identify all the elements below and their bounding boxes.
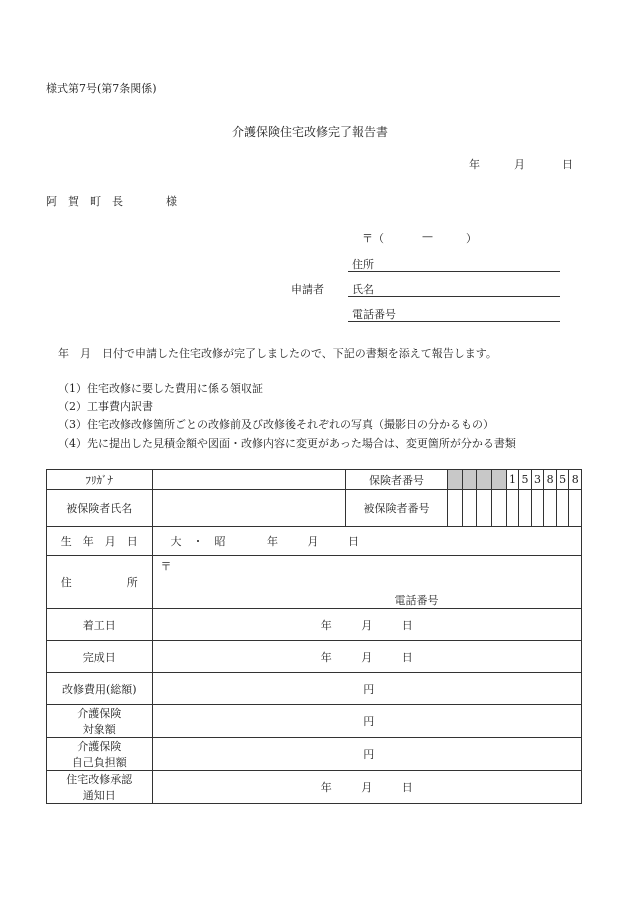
insurer-digit: 3	[531, 470, 544, 490]
approval-year: 年	[320, 781, 332, 794]
addressee-honorific: 様	[166, 195, 177, 208]
applicant-address-label: 住所	[352, 258, 374, 271]
applicant-phone-label: 電話番号	[352, 308, 396, 321]
insured-name-label: 被保険者氏名	[47, 490, 153, 527]
insured-number-digit[interactable]	[569, 490, 582, 527]
insured-number-digit[interactable]	[556, 490, 569, 527]
document-item-4: （4）先に提出した見積金額や図面・改修内容に変更があった場合は、変更箇所が分かる書類	[58, 437, 516, 450]
insurer-digit-blank	[477, 470, 492, 490]
cost-value[interactable]	[152, 673, 581, 705]
statement: 年 月 日付で申請した住宅改修が完了しましたので、下記の書類を添えて報告します。	[58, 347, 497, 360]
document-item-3: （3）住宅改修改修箇所ごとの改修前及び改修後それぞれの写真（撮影日の分かるもの）	[58, 418, 494, 431]
start-day: 日	[401, 618, 413, 632]
address-label: 住 所	[47, 556, 153, 609]
completion-date-label: 完成日	[47, 641, 153, 673]
start-month: 月	[361, 618, 373, 632]
address-phone-label: 電話番号	[394, 594, 439, 607]
approval-label-line2: 通知日	[82, 789, 116, 802]
completion-day: 日	[401, 650, 413, 664]
birth-value[interactable]	[152, 527, 581, 556]
applicant-phone-line[interactable]	[348, 321, 560, 322]
postal-mark: 〒（	[362, 232, 384, 245]
insurer-digit: 8	[569, 470, 582, 490]
furigana-label: ﾌﾘｶﾞﾅ	[47, 470, 153, 490]
approval-label	[47, 771, 153, 804]
approval-month: 月	[361, 781, 373, 794]
completion-date-value[interactable]	[152, 641, 581, 673]
insurer-digit-blank	[492, 470, 507, 490]
approval-label-line1: 住宅改修承認	[66, 773, 133, 786]
copay-label	[47, 738, 153, 771]
insured-number-label: 被保険者番号	[345, 490, 447, 527]
insurer-digit-blank	[448, 470, 463, 490]
completion-year: 年	[320, 650, 332, 664]
insurer-digit-blank	[462, 470, 477, 490]
address-postal-mark: 〒	[160, 560, 172, 573]
approval-day: 日	[401, 781, 413, 794]
applicant-address-line[interactable]	[348, 271, 560, 272]
insured-number-digit[interactable]	[531, 490, 544, 527]
insured-number-digit[interactable]	[448, 490, 463, 527]
insurer-digit: 5	[519, 470, 532, 490]
start-date-value[interactable]	[152, 609, 581, 641]
insured-number-digit[interactable]	[492, 490, 507, 527]
copay-label-line1: 介護保険	[77, 740, 122, 753]
birth-month: 月	[307, 535, 319, 548]
insured-number-digit[interactable]	[544, 490, 557, 527]
date-year-label: 年	[469, 158, 480, 171]
date-month-label: 月	[514, 158, 525, 171]
covered-value[interactable]	[152, 705, 581, 738]
insured-number-digit[interactable]	[506, 490, 519, 527]
document-item-2: （2）工事費内訳書	[58, 400, 153, 413]
applicant-name-line[interactable]	[348, 296, 560, 297]
form-number: 様式第7号(第7条関係)	[46, 82, 157, 95]
covered-label-line1: 介護保険	[77, 707, 122, 720]
completion-month: 月	[361, 650, 373, 664]
furigana-value[interactable]	[152, 470, 345, 490]
birth-year: 年	[267, 535, 279, 548]
era-options: 大 ・ 昭	[170, 535, 226, 548]
copay-value[interactable]	[152, 738, 581, 771]
insurer-number-label: 保険者番号	[345, 470, 447, 490]
document-item-1: （1）住宅改修に要した費用に係る領収証	[58, 382, 263, 395]
copay-label-line2: 自己負担額	[71, 756, 127, 769]
addressee: 阿 賀 町 長	[46, 195, 123, 208]
applicant-label: 申請者	[291, 283, 324, 296]
postal-close: ）	[466, 232, 477, 245]
cost-yen: 円	[363, 682, 375, 696]
start-date-label: 着工日	[47, 609, 153, 641]
insured-number-digit[interactable]	[477, 490, 492, 527]
address-value[interactable]	[152, 556, 581, 609]
approval-value[interactable]	[152, 771, 581, 804]
insurer-digit: 8	[544, 470, 557, 490]
insurer-digit: 1	[506, 470, 519, 490]
insured-name-value[interactable]	[152, 490, 345, 527]
postal-dash: —	[422, 230, 433, 243]
applicant-name-label: 氏名	[352, 283, 374, 296]
birth-day: 日	[348, 535, 360, 548]
date-day-label: 日	[562, 158, 573, 171]
copay-yen: 円	[363, 748, 375, 761]
insured-number-digit[interactable]	[519, 490, 532, 527]
covered-yen: 円	[363, 715, 375, 728]
report-table	[46, 469, 582, 804]
start-year: 年	[320, 618, 332, 632]
insured-number-digit[interactable]	[462, 490, 477, 527]
covered-label-line2: 対象額	[82, 723, 116, 736]
cost-label: 改修費用(総額)	[47, 673, 153, 705]
birth-label: 生 年 月 日	[47, 527, 153, 556]
covered-label	[47, 705, 153, 738]
page-title: 介護保険住宅改修完了報告書	[232, 125, 389, 139]
insurer-digit: 5	[556, 470, 569, 490]
